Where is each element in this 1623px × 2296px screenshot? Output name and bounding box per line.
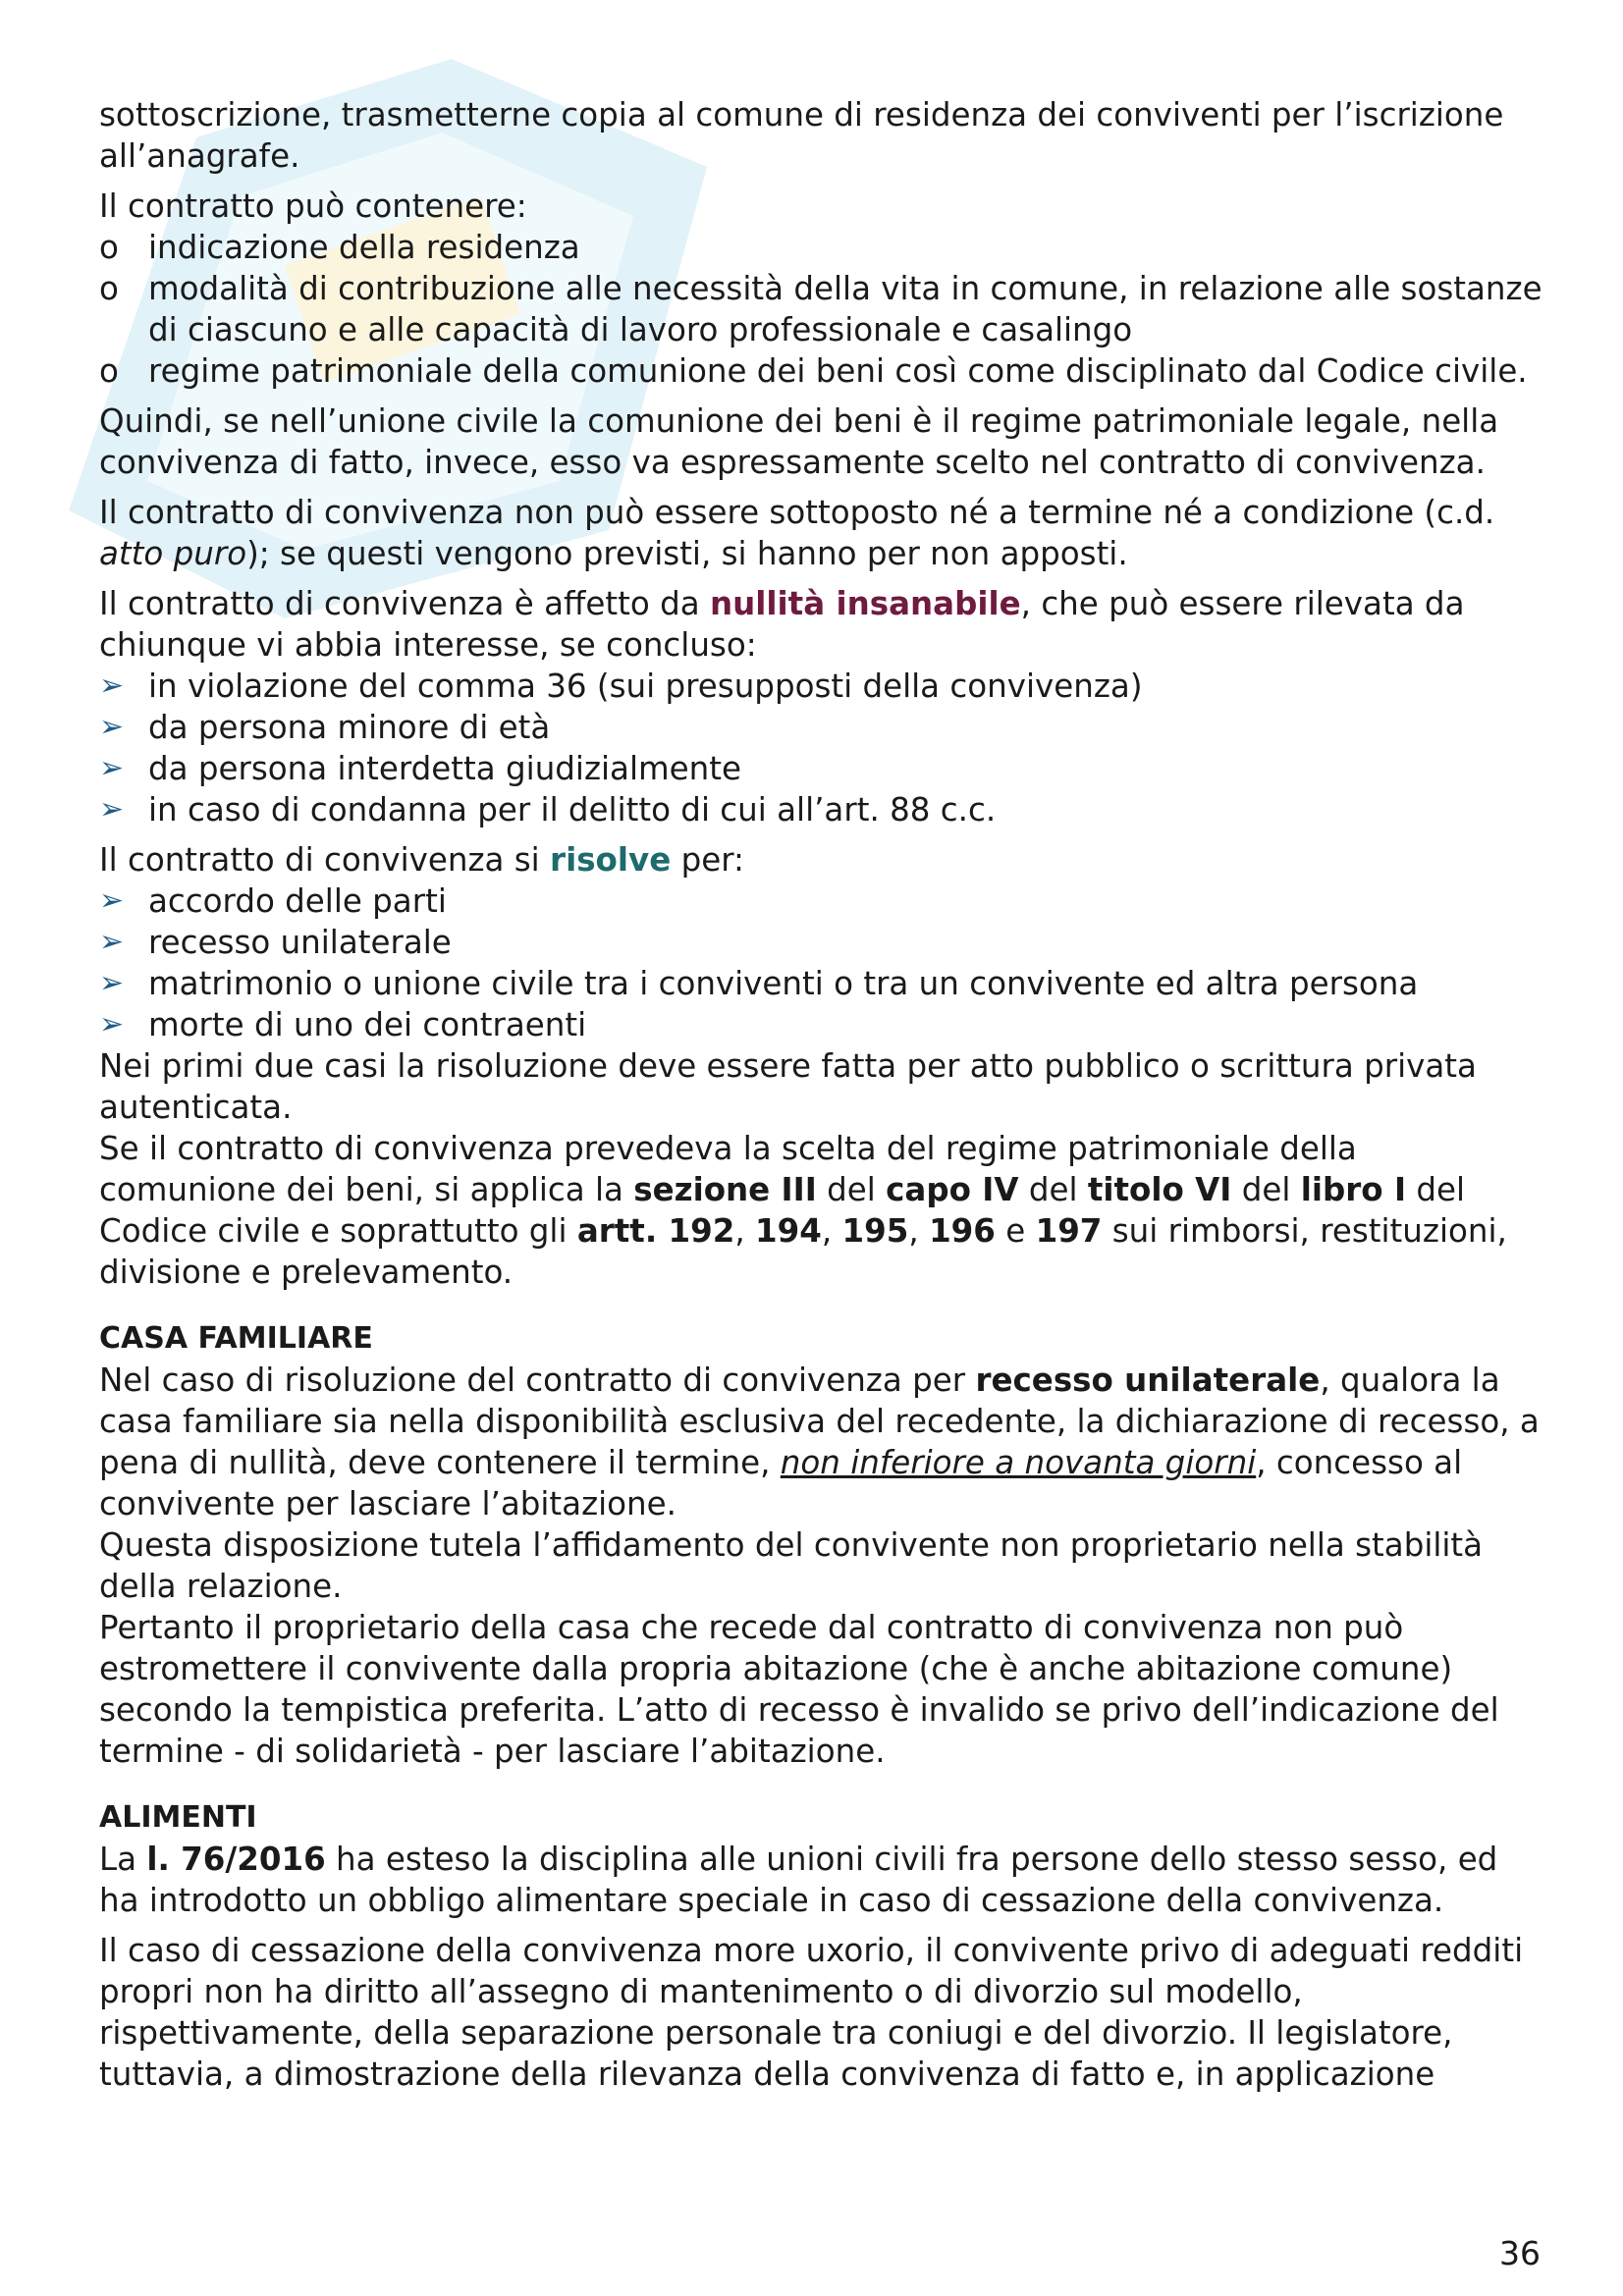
paragraph-alimenti-cessazione: Il caso di cessazione della convivenza more uxorio, il convivente privo di adeguati redditi propri non ha diritto all’assegno di mantenimento o di divorzio sul modello, rispettivamente, della separazione personale tra coniugi e del divorzio. Il legislatore, tuttavia, a dimostrazione della rilevanza della convivenza di fatto e, in applicazione bbox=[99, 1932, 1524, 2093]
paragraph-risolve: Il contratto di convivenza si risolve per: bbox=[99, 841, 744, 879]
contents-item: o regime patrimoniale della comunione dei beni così come disciplinato dal Codice civile. bbox=[99, 350, 1542, 392]
contents-item: o modalità di contribuzione alle necessità della vita in comune, in relazione alle sostanze di ciascuno e alle capacità di lavoro professionale e casalingo bbox=[99, 268, 1542, 350]
paragraph-atto-puro: Il contratto di convivenza non può essere sottoposto né a termine né a condizione (c.d. atto puro); se questi vengono previsti, si hanno per non apposti. bbox=[99, 494, 1495, 572]
atto-puro-term: atto puro bbox=[99, 535, 247, 572]
nullita-insanabile-term: nullità insanabile bbox=[709, 585, 1021, 622]
paragraph-casa-recesso: Nel caso di risoluzione del contratto di convivenza per recesso unilaterale, qualora la casa familiare sia nella disponibilità esclusiva del recedente, la dichiarazione di recesso, a pena di nullità, deve contenere il termine, non inferiore a novanta giorni, concesso al convivente per lasciare l’abitazione. bbox=[99, 1362, 1540, 1522]
nullita-item: ➢ in violazione del comma 36 (sui presupposti della convivenza) bbox=[99, 666, 1542, 707]
page-number: 36 bbox=[1499, 2234, 1541, 2272]
novanta-giorni-term: non inferiore a novanta giorni bbox=[780, 1444, 1257, 1481]
paragraph-primi-casi: Nei primi due casi la risoluzione deve essere fatta per atto pubblico o scrittura privata autenticata. bbox=[99, 1047, 1477, 1126]
nullita-item: ➢ da persona interdetta giudizialmente bbox=[99, 748, 1542, 789]
heading-alimenti: ALIMENTI bbox=[99, 1800, 257, 1835]
paragraph-alimenti-legge: La l. 76/2016 ha esteso la disciplina alle unioni civili fra persone dello stesso sesso, ed ha introdotto un obbligo alimentare speciale in caso di cessazione della convivenza. bbox=[99, 1841, 1498, 1919]
risolve-item: ➢ recesso unilaterale bbox=[99, 922, 1542, 963]
contents-intro: Il contratto può contenere: bbox=[99, 187, 527, 225]
risolve-term: risolve bbox=[550, 841, 672, 879]
paragraph-quindi: Quindi, se nell’unione civile la comunione dei beni è il regime patrimoniale legale, nella convivenza di fatto, invece, esso va espressamente scelto nel contratto di convivenza. bbox=[99, 402, 1499, 481]
paragraph-sottoscrizione: sottoscrizione, trasmetterne copia al comune di residenza dei conviventi per l’iscrizione all’anagrafe. bbox=[99, 96, 1504, 175]
paragraph-casa-proprietario: Pertanto il proprietario della casa che recede dal contratto di convivenza non può estromettere il convivente dalla propria abitazione (che è anche abitazione comune) secondo la tempistica preferita. L’atto di recesso è invalido se privo dell’indicazione del termine - di solidarietà - per lasciare l’abitazione. bbox=[99, 1609, 1499, 1770]
nullita-item: ➢ da persona minore di età bbox=[99, 707, 1542, 748]
document-body bbox=[99, 94, 1542, 2095]
paragraph-nullita: Il contratto di convivenza è affetto da nullità insanabile, che può essere rilevata da chiunque vi abbia interesse, se concluso: bbox=[99, 585, 1465, 664]
nullita-item: ➢ in caso di condanna per il delitto di cui all’art. 88 c.c. bbox=[99, 789, 1542, 830]
heading-casa-familiare: CASA FAMILIARE bbox=[99, 1321, 373, 1356]
contents-list bbox=[99, 227, 1542, 392]
risolve-item: ➢ matrimonio o unione civile tra i conviventi o tra un convivente ed altra persona bbox=[99, 963, 1542, 1004]
paragraph-casa-tutela: Questa disposizione tutela l’affidamento del convivente non proprietario nella stabilità della relazione. bbox=[99, 1526, 1484, 1605]
risolve-item: ➢ morte di uno dei contraenti bbox=[99, 1004, 1542, 1045]
contents-item: o indicazione della residenza bbox=[99, 227, 1542, 268]
risolve-list bbox=[99, 881, 1542, 1045]
risolve-item: ➢ accordo delle parti bbox=[99, 881, 1542, 922]
nullita-list bbox=[99, 666, 1542, 830]
paragraph-comunione: Se il contratto di convivenza prevedeva la scelta del regime patrimoniale della comunione dei beni, si applica la sezione III del capo IV del titolo VI del libro I del Codice civile e soprattutto gli artt. 192, 194, 195, 196 e 197 sui rimborsi, restituzioni, divisione e prelevamento. bbox=[99, 1130, 1507, 1291]
